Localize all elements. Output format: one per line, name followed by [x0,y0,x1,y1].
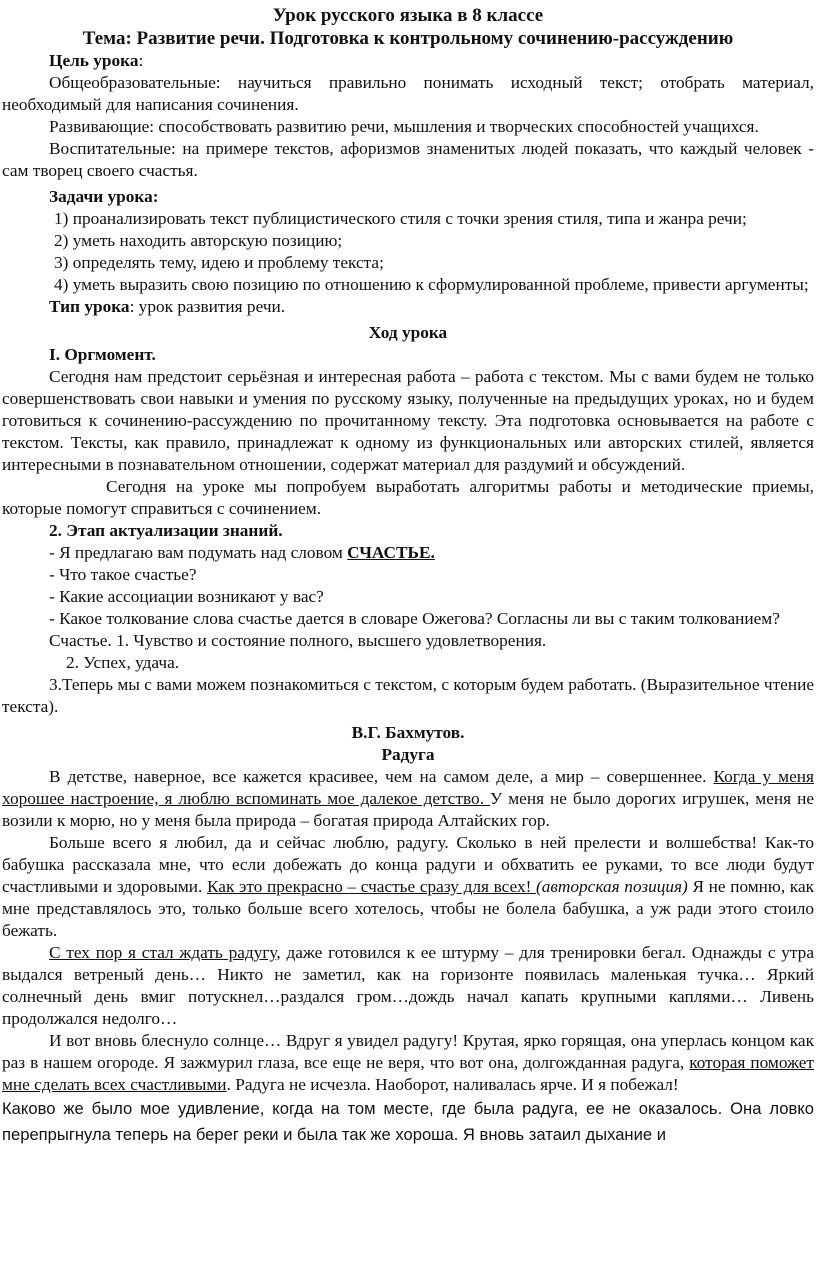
author-position-note: (авторская позиция) [536,877,688,896]
lesson-type [2,296,814,318]
stage1-title: I. Оргмомент. [49,345,156,364]
step-3: 3.Теперь мы с вами можем познакомиться с текстом, с которым будем работать. (Выразительное чтение текста). [2,675,814,716]
goal-upbringing: Воспитательные: на примере текстов, афоризмов знаменитых людей показать, что каждый человек - сам творец своего счастья. [2,139,814,180]
task-item: 1) проанализировать текст публицистического стиля с точки зрения стиля, типа и жанра речи; [54,209,747,228]
stage1-paragraph: Сегодня нам предстоит серьёзная и интересная работа – работа с текстом. Мы с вами будем не только совершенствовать свои навыки и умения по русскому языку, полученные на предыдущих уроках, но и будем готовиться к сочинению-рассуждению по прочитанному тексту. Эта подготовка основывается на работе с текстом. Тексты, как правило, принадлежат к одному из функциональных или авторских стилей, является интересными в познавательном отношении, содержат материал для раздумий и обсуждений. [2,367,814,474]
task-item: 3) определять тему, идею и проблему текста; [54,253,384,272]
keyword-happiness: СЧАСТЬЕ. [347,543,435,562]
story-paragraph-4: И вот вновь блеснуло солнце… Вдруг я увидел радугу! Крутая, ярко горящая, она уперлась концом как раз в нашем огороде. Я зажмурил глаза, все еще не веря, что вот она, долгожданная радуга, которая поможет мне сделать всех счастливыми. Радуга не исчезла. Наоборот, наливалась ярче. И я побежал! [2,1031,814,1094]
story-paragraph-5: Каково же было мое удивление, когда на том месте, где была радуга, ее не оказалось. Она ловко перепрыгнула теперь на берег реки и была так же хороша. Я вновь затаил дыхание и [2,1099,814,1144]
story-paragraph-2: Больше всего я любил, да и сейчас люблю, радугу. Сколько в ней прелести и волшебства! Как-то бабушка рассказала мне, что если добежать до конца радуги и обхватить ее руками, то все люди будут счастливыми и здоровыми. Как это прекрасно – счастье сразу для всех! (авторская позиция) Я не помню, как мне представлялось это, только больше всего хотелось, чтобы не болела бабушка, а уж ради этого стоило бежать. [2,833,815,940]
story-paragraph-3: С тех пор я стал ждать радугу, даже готовился к ее штурму – для тренировки бегал. Однажды с утра выдался ветреный день… Никто не заметил, как на горизонте появилась маленькая тучка… Яркий солнечный день вмиг потускнел…раздался гром…дождь начал капать крупными каплями… Ливень продолжался недолго… [2,943,814,1028]
underlined-phrase: которая поможет мне сделать всех счастливыми [2,1053,814,1094]
course-heading: Ход урока [368,323,448,342]
underlined-phrase: Как это прекрасно – счастье сразу для всех! [206,877,537,896]
task-item: 2) уметь находить авторскую позицию; [54,231,343,250]
question-1: - Я предлагаю вам подумать над словом СЧАСТЬЕ. [49,543,435,562]
tasks-label: Задачи урока: [49,187,159,206]
story-title: Радуга [381,745,435,764]
question-4: - Какое толкование слова счастье дается в словаре Ожегова? Согласны ли вы с таким толкованием? [49,609,780,628]
stage2-title: 2. Этап актуализации знаний. [49,521,283,540]
underlined-phrase: Когда у меня хорошее настроение, я люблю вспоминать мое далекое детство. [2,767,814,808]
question-3: - Какие ассоциации возникают у вас? [49,587,324,606]
lesson-title: Урок русского языка в 8 классе [272,5,544,26]
goal-label: Цель урока [49,51,139,70]
goal-developing: Развивающие: способствовать развитию речи, мышления и творческих способностей учащихся. [49,117,759,136]
story-paragraph-1: В детстве, наверное, все кажется красивее, чем на самом деле, а мир – совершеннее. Когда у меня хорошее настроение, я люблю вспоминать мое далекое детство. У меня не было дорогих игрушек, меня не возили к морю, но у меня была природа – богатая природа Алтайских гор. [2,767,814,830]
lesson-type-text: : урок развития речи. [129,297,286,316]
lesson-type-label: Тип урока [49,297,130,316]
question-2: - Что такое счастье? [49,565,197,584]
definition-2: 2. Успех, удача. [66,653,180,672]
story-author: В.Г. Бахмутов. [351,723,465,742]
task-item: 4) уметь выразить свою позицию по отношению к сформулированной проблеме, привести аргументы; [54,275,809,294]
goal-educational: Общеобразовательные: научиться правильно понимать исходный текст; отобрать материал, необходимый для написания сочинения. [2,73,814,114]
goal-colon: : [138,51,144,70]
underlined-phrase: С тех пор я стал ждать радугу [49,943,277,962]
lesson-topic: Тема: Развитие речи. Подготовка к контрольному сочинению-рассуждению [82,28,734,49]
stage1-paragraph-2: Сегодня на уроке мы попробуем выработать алгоритмы работы и методические приемы, которые помогут справиться с сочинением. [2,477,814,518]
definition-1: Счастье. 1. Чувство и состояние полного, высшего удовлетворения. [49,631,547,650]
goal-line [2,50,814,72]
